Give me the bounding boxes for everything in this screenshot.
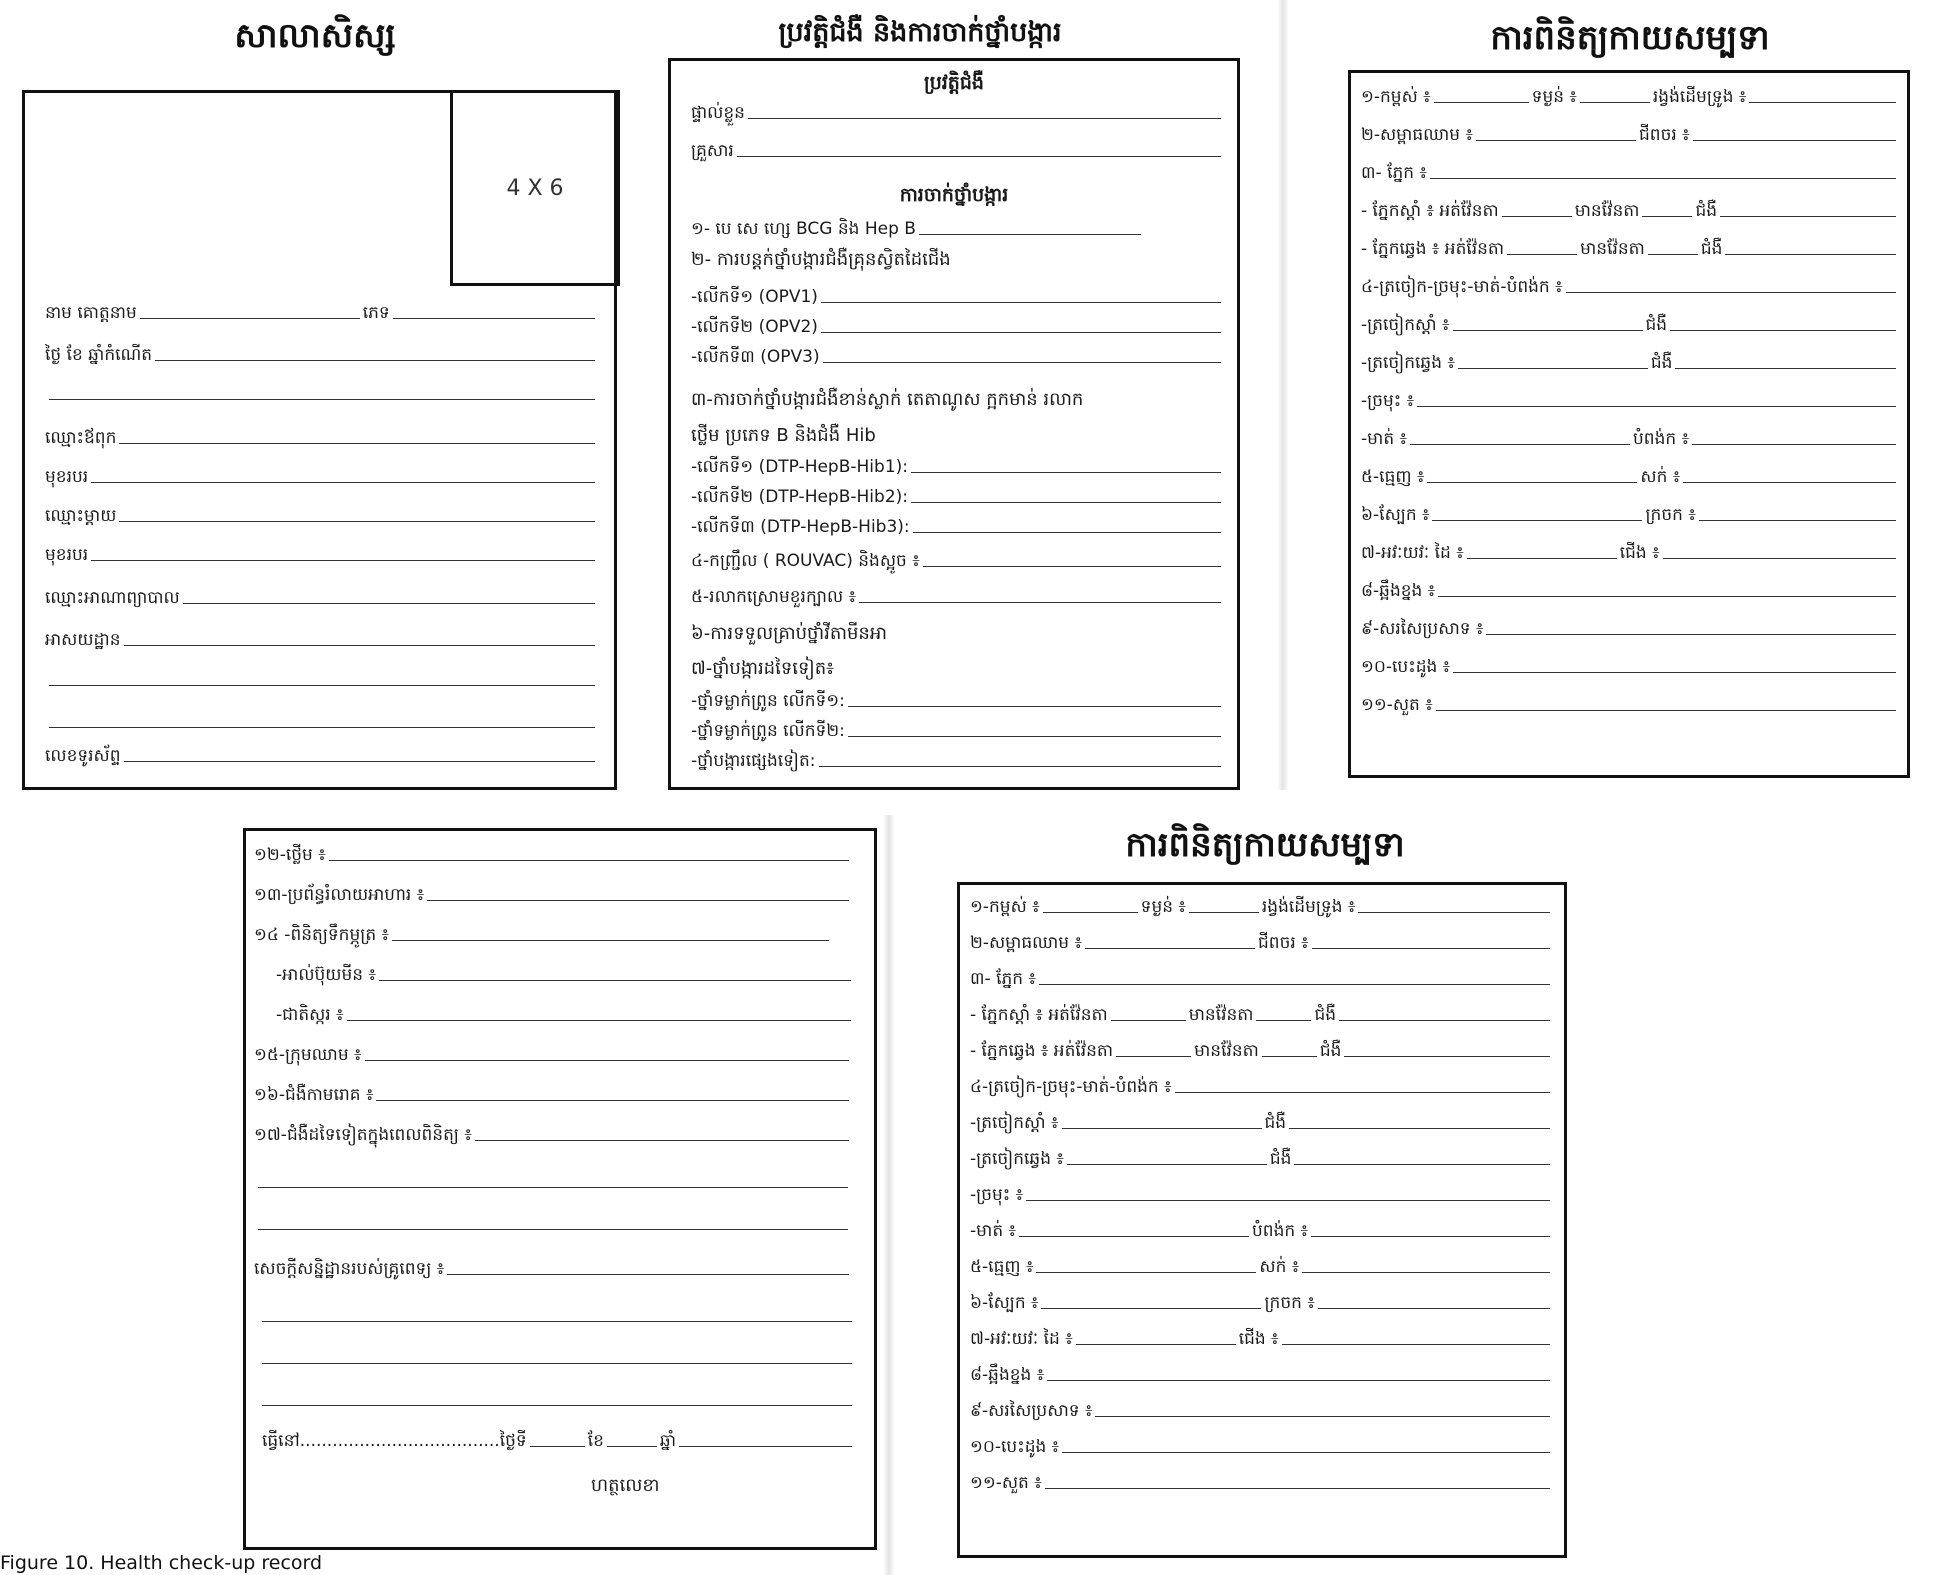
other-disease-field[interactable] bbox=[475, 1140, 849, 1141]
hair-field-2[interactable] bbox=[1302, 1272, 1550, 1273]
std-field[interactable] bbox=[376, 1100, 849, 1101]
albumin-label: -អាល់ប៊ុយមីន ៖ bbox=[276, 965, 376, 985]
address-field[interactable] bbox=[124, 645, 595, 646]
sugar-row bbox=[276, 1005, 851, 1025]
heart-field-2[interactable] bbox=[1062, 1452, 1550, 1453]
right-eye-glasses-field-2[interactable] bbox=[1256, 1020, 1311, 1021]
right-ear-row bbox=[1361, 315, 1896, 335]
blood-group-label: ១៥-ក្រុមឈាម ៖ bbox=[254, 1045, 362, 1065]
mouth-label-2: -មាត់ ៖ bbox=[970, 1221, 1016, 1241]
bp-field-2[interactable] bbox=[1085, 948, 1255, 949]
signature-label: ហត្ថលេខា bbox=[591, 1475, 660, 1496]
dtp3-label: -លើកទី៣ (DTP-HepB-Hib3): bbox=[691, 517, 910, 537]
left-eye-glasses-label: មានវ៉ែនតា bbox=[1580, 239, 1645, 259]
opv2-row bbox=[691, 317, 1221, 337]
bcg-label: ១- បេ សេ ហ្សេ BCG និង Hep B bbox=[691, 219, 916, 239]
other-disease-line-2 bbox=[258, 1187, 848, 1188]
right-ear-field-2[interactable] bbox=[1062, 1128, 1262, 1129]
nose-label: -ច្រមុះ ៖ bbox=[1361, 391, 1415, 411]
sugar-label: -ជាតិស្ករ ៖ bbox=[276, 1005, 344, 1025]
limbs-row-2 bbox=[970, 1329, 1550, 1349]
heart-label: ១០-បេះដូង ៖ bbox=[1361, 657, 1451, 677]
left-ear-disease-field[interactable] bbox=[1675, 368, 1896, 369]
photo-box: 4 X 6 bbox=[450, 90, 620, 286]
left-eye-label-2: - ភ្នែកឆ្វេង ៖ អត់វ៉ែនតា bbox=[970, 1041, 1114, 1061]
name-label: នាម គោត្តនាម bbox=[45, 303, 137, 323]
left-eye-row-2 bbox=[970, 1041, 1550, 1061]
urine-field[interactable] bbox=[392, 940, 829, 941]
physical-exam-panel-1 bbox=[1348, 70, 1910, 778]
opv2-label: -លើកទី២ (OPV2) bbox=[691, 317, 818, 337]
eye-row-2 bbox=[970, 969, 1550, 989]
month-label: ខែ bbox=[587, 1431, 604, 1451]
vaccination-heading: ការចាក់ថ្នាំបង្ការ bbox=[899, 184, 1009, 206]
albumin-row bbox=[276, 965, 851, 985]
figure-caption: Figure 10. Health check-up record bbox=[0, 1552, 323, 1574]
weight-field[interactable] bbox=[1580, 102, 1650, 103]
dob-row bbox=[45, 345, 595, 365]
limbs-label-2: ៧-អវៈយវៈ ដៃ ៖ bbox=[970, 1329, 1073, 1349]
student-record-panel bbox=[22, 90, 617, 790]
throat-field-2[interactable] bbox=[1311, 1236, 1550, 1237]
polio-heading: ២- ការបន្តក់ថ្នាំបង្ការជំងឺគ្រុនស្វិតដៃជើង bbox=[691, 249, 951, 270]
opv3-field[interactable] bbox=[823, 362, 1221, 363]
bones-field[interactable] bbox=[1438, 596, 1896, 597]
right-ear-disease-label: ជំងឺ bbox=[1645, 315, 1668, 335]
legs-label: ជើង ៖ bbox=[1619, 543, 1660, 563]
deworm1-label: -ថ្នាំទម្លាក់ព្រូន លើកទី១: bbox=[691, 691, 845, 711]
chest-label: រង្វង់ដើមទ្រូង ៖ bbox=[1652, 87, 1747, 107]
dtp1-label: -លើកទី១ (DTP-HepB-Hib1): bbox=[691, 457, 908, 477]
doctor-conclusion-row bbox=[254, 1259, 849, 1279]
mother-job-row bbox=[45, 545, 595, 565]
personal-field[interactable] bbox=[748, 118, 1221, 119]
height-row-2 bbox=[970, 897, 1550, 917]
meningitis-field[interactable] bbox=[859, 602, 1221, 603]
left-eye-glasses-label-2: មានវ៉ែនតា bbox=[1194, 1041, 1259, 1061]
left-ear-row-2 bbox=[970, 1149, 1550, 1169]
history-vaccination-title: ប្រវត្តិជំងឺ និងការចាក់ថ្នាំបង្ការ bbox=[778, 17, 1062, 48]
skin-label: ៦-ស្បែក ៖ bbox=[1361, 505, 1430, 525]
dtp1-row bbox=[691, 457, 1221, 477]
left-eye-disease-label-2: ជំងឺ bbox=[1319, 1041, 1342, 1061]
name-field[interactable] bbox=[140, 318, 360, 319]
right-eye-disease-label-2: ជំងឺ bbox=[1314, 1005, 1337, 1025]
nose-row bbox=[1361, 391, 1896, 411]
mother-field[interactable] bbox=[119, 521, 595, 522]
sex-field[interactable] bbox=[393, 318, 595, 319]
mother-job-field[interactable] bbox=[91, 560, 595, 561]
limbs-label: ៧-អវៈយវៈ ដៃ ៖ bbox=[1361, 543, 1464, 563]
father-row bbox=[45, 428, 595, 448]
conclusion-line-2 bbox=[262, 1321, 852, 1322]
arms-field[interactable] bbox=[1467, 558, 1617, 559]
other-disease-row bbox=[254, 1125, 849, 1145]
opv3-label: -លើកទី៣ (OPV3) bbox=[691, 347, 820, 367]
left-eye-label: - ភ្នែកឆ្វេង ៖ អត់វ៉ែនតា bbox=[1361, 239, 1505, 259]
guardian-field[interactable] bbox=[183, 603, 595, 604]
right-eye-disease-field-2[interactable] bbox=[1339, 1020, 1550, 1021]
dtp2-field[interactable] bbox=[911, 502, 1221, 503]
lungs-label: ១១-សួត ៖ bbox=[1361, 695, 1433, 715]
bp-label-2: ២-សម្ពាធឈាម ៖ bbox=[970, 933, 1082, 953]
lungs-field-2[interactable] bbox=[1045, 1488, 1550, 1489]
digestive-field[interactable] bbox=[427, 900, 849, 901]
legs-field-2[interactable] bbox=[1282, 1344, 1550, 1345]
other-vaccine-field[interactable] bbox=[819, 766, 1221, 767]
deworm1-row bbox=[691, 691, 1221, 711]
mouth-row bbox=[1361, 429, 1896, 449]
height-field[interactable] bbox=[1434, 102, 1529, 103]
teeth-row-2 bbox=[970, 1257, 1550, 1277]
left-ear-row bbox=[1361, 353, 1896, 373]
conclusion-line-3 bbox=[262, 1363, 852, 1364]
right-eye-row-2 bbox=[970, 1005, 1550, 1025]
arms-field-2[interactable] bbox=[1076, 1344, 1236, 1345]
bones-label: ៨-ឆ្អឹងខ្នង ៖ bbox=[1361, 581, 1436, 601]
liver-row bbox=[254, 845, 849, 865]
left-eye-row bbox=[1361, 239, 1896, 259]
right-eye-glasses-label: មានវ៉ែនតា bbox=[1574, 201, 1640, 221]
dob-field[interactable] bbox=[155, 360, 595, 361]
other-disease-label: ១៧-ជំងឺដទៃទៀតក្នុងពេលពិនិត្យ ៖ bbox=[254, 1125, 472, 1145]
nose-field-2[interactable] bbox=[1026, 1200, 1550, 1201]
bones-field-2[interactable] bbox=[1047, 1380, 1550, 1381]
family-label: គ្រួសារ bbox=[691, 141, 734, 161]
dtp3-row bbox=[691, 517, 1221, 537]
pulse-label: ជីពចរ ៖ bbox=[1638, 125, 1690, 145]
sugar-field[interactable] bbox=[347, 1020, 851, 1021]
bcg-row bbox=[691, 219, 1141, 239]
day-field[interactable] bbox=[530, 1446, 585, 1447]
left-ear-label-2: -ត្រចៀកឆ្វេង ៖ bbox=[970, 1149, 1064, 1169]
nerves-row-2 bbox=[970, 1401, 1550, 1421]
nose-row-2 bbox=[970, 1185, 1550, 1205]
phone-row bbox=[45, 746, 595, 766]
dtp-heading-line2: ថ្លើម ប្រភេទ B និងជំងឺ Hib bbox=[691, 425, 876, 446]
legs-label-2: ជើង ៖ bbox=[1238, 1329, 1279, 1349]
date-row bbox=[262, 1431, 852, 1451]
right-ear-label: -ត្រចៀកស្ដាំ ៖ bbox=[1361, 315, 1450, 335]
year-field[interactable] bbox=[679, 1446, 852, 1447]
opv2-field[interactable] bbox=[821, 332, 1221, 333]
heart-row-2 bbox=[970, 1437, 1550, 1457]
physical-exam-panel-2 bbox=[957, 882, 1567, 1558]
left-eye-glasses-field-2[interactable] bbox=[1262, 1056, 1317, 1057]
dtp3-field[interactable] bbox=[913, 532, 1221, 533]
further-exam-panel bbox=[243, 828, 877, 1550]
left-eye-no-glasses-field-2[interactable] bbox=[1116, 1056, 1191, 1057]
bp-field[interactable] bbox=[1476, 140, 1636, 141]
student-record-title: សាលាសិស្ស bbox=[234, 16, 396, 56]
skin-field[interactable] bbox=[1432, 520, 1642, 521]
mother-row bbox=[45, 506, 595, 526]
bp-row-2 bbox=[970, 933, 1550, 953]
father-job-label: មុខរបរ bbox=[45, 467, 89, 487]
left-ear-label: -ត្រចៀកឆ្វេង ៖ bbox=[1361, 353, 1455, 373]
right-ear-row-2 bbox=[970, 1113, 1550, 1133]
doctor-conclusion-field[interactable] bbox=[447, 1274, 849, 1275]
pulse-label-2: ជីពចរ ៖ bbox=[1257, 933, 1309, 953]
measles-field[interactable] bbox=[923, 566, 1221, 567]
height-label: ១-កម្ពស់ ៖ bbox=[1361, 87, 1431, 107]
std-label: ១៦-ជំងឺកាមរោគ ៖ bbox=[254, 1085, 374, 1105]
father-job-field[interactable] bbox=[91, 482, 595, 483]
meningitis-row bbox=[691, 587, 1221, 607]
month-field[interactable] bbox=[607, 1446, 657, 1447]
address-label: អាសយដ្ឋាន bbox=[45, 630, 121, 650]
weight-field-2[interactable] bbox=[1189, 912, 1259, 913]
hair-field[interactable] bbox=[1683, 482, 1896, 483]
right-eye-disease-field[interactable] bbox=[1720, 216, 1896, 217]
bp-label: ២-សម្ពាធឈាម ៖ bbox=[1361, 125, 1473, 145]
left-ear-disease-label-2: ជំងឺ bbox=[1269, 1149, 1292, 1169]
personal-row bbox=[691, 103, 1221, 123]
lungs-row-2 bbox=[970, 1473, 1550, 1493]
ent-field-2[interactable] bbox=[1175, 1092, 1550, 1093]
meningitis-label: ៥-រលាកស្រោមខួរក្បាល ៖ bbox=[691, 587, 857, 607]
eye-label: ៣- ភ្នែក ៖ bbox=[1361, 163, 1427, 183]
history-vaccination-panel bbox=[668, 58, 1240, 790]
dob-extra-line bbox=[49, 399, 595, 400]
right-eye-row bbox=[1361, 201, 1896, 221]
opv3-row bbox=[691, 347, 1221, 367]
deworm2-row bbox=[691, 721, 1221, 741]
mouth-label: -មាត់ ៖ bbox=[1361, 429, 1407, 449]
lungs-label-2: ១១-សួត ៖ bbox=[970, 1473, 1042, 1493]
dtp2-label: -លើកទី២ (DTP-HepB-Hib2): bbox=[691, 487, 908, 507]
phone-label: លេខទូរស័ព្ទ bbox=[45, 746, 121, 766]
conclusion-line-4 bbox=[262, 1405, 852, 1406]
father-label: ឈ្មោះឪពុក bbox=[45, 428, 117, 448]
heart-field[interactable] bbox=[1453, 672, 1896, 673]
mouth-field-2[interactable] bbox=[1019, 1236, 1249, 1237]
left-ear-disease-field-2[interactable] bbox=[1294, 1164, 1550, 1165]
other-vaccine-label: -ថ្នាំបង្ការផ្សេងទៀត: bbox=[691, 751, 816, 771]
nose-field[interactable] bbox=[1417, 406, 1896, 407]
nerves-label-2: ៩-សរសៃប្រសាទ ៖ bbox=[970, 1401, 1093, 1421]
weight-label-2: ទម្ងន់ ៖ bbox=[1140, 897, 1186, 917]
left-ear-disease-label: ជំងឺ bbox=[1650, 353, 1673, 373]
dtp2-row bbox=[691, 487, 1221, 507]
guardian-row bbox=[45, 588, 595, 608]
right-ear-label-2: -ត្រចៀកស្ដាំ ៖ bbox=[970, 1113, 1059, 1133]
left-eye-glasses-field[interactable] bbox=[1648, 254, 1698, 255]
right-eye-glasses-label-2: មានវ៉ែនតា bbox=[1188, 1005, 1254, 1025]
family-row bbox=[691, 141, 1221, 161]
urine-label: ១៤ -ពិនិត្យទឹកម្ភូត្រ ៖ bbox=[254, 925, 389, 945]
height-field-2[interactable] bbox=[1043, 912, 1138, 913]
sex-label: ភេទ bbox=[362, 303, 390, 323]
right-eye-no-glasses-field[interactable] bbox=[1502, 216, 1572, 217]
right-eye-disease-label: ជំងឺ bbox=[1695, 201, 1718, 221]
other-disease-line-3 bbox=[258, 1229, 848, 1230]
other-vaccines-heading: ៧-ថ្នាំបង្ការដទៃទៀត៖ bbox=[691, 658, 835, 679]
bones-row-2 bbox=[970, 1365, 1550, 1385]
deworm2-field[interactable] bbox=[848, 736, 1221, 737]
vitamin-a-label: ៦-ការទទួលគ្រាប់ថ្នាំវីតាមីនអា bbox=[691, 623, 887, 644]
hair-label-2: សក់ ៖ bbox=[1259, 1257, 1300, 1277]
mouth-row-2 bbox=[970, 1221, 1550, 1241]
done-at-label: ធ្វើនៅ.....................................ថ្ងៃទី bbox=[262, 1431, 527, 1451]
blood-group-row bbox=[254, 1045, 849, 1065]
right-ear-disease-field[interactable] bbox=[1670, 330, 1896, 331]
left-eye-no-glasses-field[interactable] bbox=[1507, 254, 1577, 255]
other-vaccine-row bbox=[691, 751, 1221, 771]
digestive-label: ១៣-ប្រព័ន្ធរំលាយអាហារ ៖ bbox=[254, 885, 425, 905]
right-eye-label: - ភ្នែកស្ដាំ ៖ អត់វ៉ែនតា bbox=[1361, 201, 1499, 221]
heart-row bbox=[1361, 657, 1896, 677]
right-ear-disease-label-2: ជំងឺ bbox=[1264, 1113, 1287, 1133]
mouth-field[interactable] bbox=[1410, 444, 1630, 445]
skin-field-2[interactable] bbox=[1041, 1308, 1261, 1309]
ent-label: ៤-ត្រចៀក-ច្រមុះ-មាត់-បំពង់ក ៖ bbox=[1361, 277, 1563, 297]
right-eye-glasses-field[interactable] bbox=[1642, 216, 1692, 217]
ent-field[interactable] bbox=[1566, 292, 1896, 293]
nose-label-2: -ច្រមុះ ៖ bbox=[970, 1185, 1024, 1205]
throat-field[interactable] bbox=[1692, 444, 1896, 445]
measles-row bbox=[691, 551, 1221, 571]
weight-label: ទម្ងន់ ៖ bbox=[1531, 87, 1577, 107]
limbs-row bbox=[1361, 543, 1896, 563]
physical-exam-title-1: ការពិនិត្យកាយសម្បទា bbox=[1490, 18, 1770, 58]
left-ear-field[interactable] bbox=[1458, 368, 1648, 369]
lungs-field[interactable] bbox=[1436, 710, 1896, 711]
guardian-label: ឈ្មោះអាណាព្យាបាល bbox=[45, 588, 180, 608]
right-ear-disease-field-2[interactable] bbox=[1289, 1128, 1550, 1129]
eye-field[interactable] bbox=[1430, 178, 1896, 179]
digestive-row bbox=[254, 885, 849, 905]
right-ear-field[interactable] bbox=[1453, 330, 1643, 331]
height-row bbox=[1361, 87, 1896, 107]
phone-field[interactable] bbox=[124, 761, 595, 762]
personal-label: ផ្ទាល់ខ្លួន bbox=[691, 103, 745, 123]
blood-group-field[interactable] bbox=[365, 1060, 850, 1061]
opv1-field[interactable] bbox=[821, 302, 1221, 303]
ent-label-2: ៤-ត្រចៀក-ច្រមុះ-មាត់-បំពង់ក ៖ bbox=[970, 1077, 1172, 1097]
teeth-field-2[interactable] bbox=[1036, 1272, 1256, 1273]
liver-label: ១២-ថ្លើម ៖ bbox=[254, 845, 326, 865]
year-label: ឆ្នាំ bbox=[659, 1431, 677, 1451]
family-field[interactable] bbox=[737, 156, 1221, 157]
hair-label: សក់ ៖ bbox=[1640, 467, 1681, 487]
address-line-3 bbox=[49, 727, 595, 728]
teeth-label: ៥-ធ្មេញ ៖ bbox=[1361, 467, 1425, 487]
nails-field-2[interactable] bbox=[1318, 1308, 1550, 1309]
ent-row-2 bbox=[970, 1077, 1550, 1097]
chest-field[interactable] bbox=[1749, 102, 1896, 103]
throat-label-2: បំពង់ក ៖ bbox=[1252, 1221, 1309, 1241]
doctor-conclusion-label: សេចក្ដីសន្និដ្ឋានរបស់គ្រូពេទ្យ ៖ bbox=[254, 1259, 445, 1279]
physical-exam-title-2: ការពិនិត្យកាយសម្បទា bbox=[1125, 825, 1405, 865]
albumin-field[interactable] bbox=[379, 980, 851, 981]
chest-label-2: រង្វង់ដើមទ្រូង ៖ bbox=[1261, 897, 1356, 917]
skin-row-2 bbox=[970, 1293, 1550, 1313]
dtp-heading-line1: ៣-ការចាក់ថ្នាំបង្ការជំងឺខាន់ស្លាក់ តេតាណូស ក្អកមាន់ រលាក bbox=[691, 389, 1084, 410]
eye-row bbox=[1361, 163, 1896, 183]
throat-label: បំពង់ក ៖ bbox=[1633, 429, 1690, 449]
deworm2-label: -ថ្នាំទម្លាក់ព្រូន លើកទី២: bbox=[691, 721, 845, 741]
lungs-row bbox=[1361, 695, 1896, 715]
mother-label: ឈ្មោះម្ដាយ bbox=[45, 506, 117, 526]
urine-row bbox=[254, 925, 829, 945]
history-heading: ប្រវត្តិជំងឺ bbox=[924, 72, 984, 94]
bcg-field[interactable] bbox=[919, 234, 1141, 235]
std-row bbox=[254, 1085, 849, 1105]
fold-shadow-2 bbox=[884, 815, 894, 1575]
measles-label: ៤-កញ្ជ្រឹល ( ROUVAC) និងស្អូច ៖ bbox=[691, 551, 920, 571]
nails-label: ក្រចក ៖ bbox=[1645, 505, 1696, 525]
height-label-2: ១-កម្ពស់ ៖ bbox=[970, 897, 1040, 917]
address-line-2 bbox=[49, 685, 595, 686]
father-job-row bbox=[45, 467, 595, 487]
dob-label: ថ្ងៃ ខែ ឆ្នាំកំណើត bbox=[45, 345, 153, 365]
nails-field[interactable] bbox=[1699, 520, 1896, 521]
nerves-row bbox=[1361, 619, 1896, 639]
nerves-field-2[interactable] bbox=[1095, 1416, 1550, 1417]
address-row bbox=[45, 630, 595, 650]
heart-label-2: ១០-បេះដូង ៖ bbox=[970, 1437, 1060, 1457]
teeth-field[interactable] bbox=[1427, 482, 1637, 483]
right-eye-label-2: - ភ្នែកស្ដាំ ៖ អត់វ៉ែនតា bbox=[970, 1005, 1108, 1025]
dtp1-field[interactable] bbox=[911, 472, 1221, 473]
eye-field-2[interactable] bbox=[1039, 984, 1550, 985]
legs-field[interactable] bbox=[1663, 558, 1896, 559]
nerves-label: ៩-សរសៃប្រសាទ ៖ bbox=[1361, 619, 1484, 639]
father-field[interactable] bbox=[119, 443, 595, 444]
chest-field-2[interactable] bbox=[1358, 912, 1550, 913]
teeth-label-2: ៥-ធ្មេញ ៖ bbox=[970, 1257, 1034, 1277]
bp-row bbox=[1361, 125, 1896, 145]
opv1-label: -លើកទី១ (OPV1) bbox=[691, 287, 818, 307]
teeth-row bbox=[1361, 467, 1896, 487]
mother-job-label: មុខរបរ bbox=[45, 545, 89, 565]
bones-label-2: ៨-ឆ្អឹងខ្នង ៖ bbox=[970, 1365, 1045, 1385]
left-eye-disease-field-2[interactable] bbox=[1344, 1056, 1550, 1057]
left-eye-disease-label: ជំងឺ bbox=[1700, 239, 1723, 259]
opv1-row bbox=[691, 287, 1221, 307]
pulse-field-2[interactable] bbox=[1312, 948, 1550, 949]
ent-row bbox=[1361, 277, 1896, 297]
deworm1-field[interactable] bbox=[848, 706, 1221, 707]
bones-row bbox=[1361, 581, 1896, 601]
skin-row bbox=[1361, 505, 1896, 525]
fold-shadow-1 bbox=[1278, 0, 1288, 790]
skin-label-2: ៦-ស្បែក ៖ bbox=[970, 1293, 1039, 1313]
pulse-field[interactable] bbox=[1693, 140, 1896, 141]
liver-field[interactable] bbox=[329, 860, 849, 861]
name-row bbox=[45, 303, 595, 323]
eye-label-2: ៣- ភ្នែក ៖ bbox=[970, 969, 1036, 989]
left-eye-disease-field[interactable] bbox=[1725, 254, 1896, 255]
nails-label-2: ក្រចក ៖ bbox=[1264, 1293, 1315, 1313]
left-ear-field-2[interactable] bbox=[1067, 1164, 1267, 1165]
nerves-field[interactable] bbox=[1486, 634, 1896, 635]
right-eye-no-glasses-field-2[interactable] bbox=[1111, 1020, 1186, 1021]
